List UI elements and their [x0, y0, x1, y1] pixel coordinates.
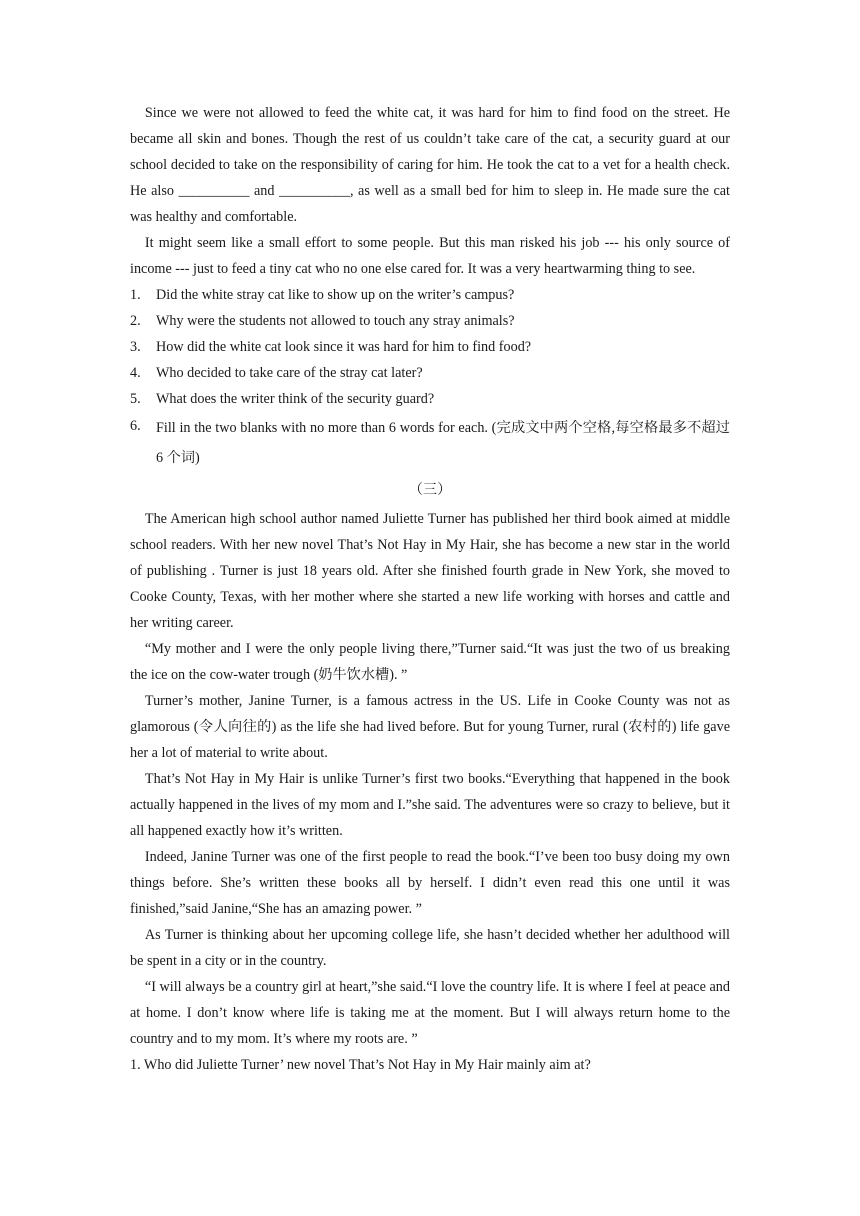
section-title: （三） — [408, 482, 452, 498]
question-text: How did the white cat look since it was hard for him to find food? — [156, 339, 532, 355]
question-number: 2. — [130, 313, 141, 329]
passage-paragraph: “My mother and I were the only people living there,”Turner said.“It was just the two of us breaking the ice on the cow-water trough (奶牛饮水槽). ” — [130, 641, 730, 683]
passage-paragraph: It might seem like a small effort to some people. But this man risked his job --- his only source of income --- just to feed a tiny cat who no one else cared for. It was a very heartwarming thing to see. — [130, 235, 730, 277]
question-text: What does the writer think of the security guard? — [156, 391, 435, 407]
document-page — [130, 100, 730, 1078]
question-number: 3. — [130, 339, 141, 355]
question-item — [130, 282, 730, 308]
question-item — [130, 386, 730, 412]
question-text: Did the white stray cat like to show up on the writer’s campus? — [156, 287, 515, 303]
question-item — [130, 413, 730, 473]
question-text: Fill in the two blanks with no more than 6 words for each. (完成文中两个空格,每空格最多不超过 6 个词) — [156, 420, 730, 466]
question-number: 4. — [130, 365, 141, 381]
question-number: 6. — [130, 418, 141, 434]
passage-paragraph: Turner’s mother, Janine Turner, is a famous actress in the US. Life in Cooke County was not as glamorous (令人向往的) as the life she had lived before. But for young Turner, rural (农村的) life gave her a lot of material to write about. — [130, 693, 730, 761]
passage-paragraph: As Turner is thinking about her upcoming college life, she hasn’t decided whether her adulthood will be spent in a city or in the country. — [130, 927, 730, 969]
comprehension-question: 1. Who did Juliette Turner’ new novel That’s Not Hay in My Hair mainly aim at? — [130, 1057, 591, 1073]
passage-paragraph: That’s Not Hay in My Hair is unlike Turner’s first two books.“Everything that happened in the book actually happened in the lives of my mom and I.”she said. The adventures were so crazy to believe, but it all happened exactly how it’s written. — [130, 771, 730, 839]
question-text: Why were the students not allowed to touch any stray animals? — [156, 313, 515, 329]
question-item — [130, 360, 730, 386]
passage-paragraph: Indeed, Janine Turner was one of the first people to read the book.“I’ve been too busy doing my own things before. She’s written these books all by herself. I didn’t even read this one until it was finished,”said Janine,“She has an amazing power. ” — [130, 849, 730, 917]
question-item — [130, 334, 730, 360]
question-text: Who decided to take care of the stray cat later? — [156, 365, 423, 381]
passage-paragraph: The American high school author named Juliette Turner has published her third book aimed at middle school readers. With her new novel That’s Not Hay in My Hair, she has become a new star in the world of publishing . Turner is just 18 years old. After she finished fourth grade in New York, she moved to Cooke County, Texas, with her mother where she started a new life working with horses and cattle and her writing career. — [130, 511, 730, 631]
passage-paragraph: Since we were not allowed to feed the white cat, it was hard for him to find food on the street. He became all skin and bones. Though the rest of us couldn’t take care of the cat, a security guard at our school decided to take on the responsibility of caring for him. He took the cat to a vet for a health check. He also __________ and __________, as well as a small bed for him to sleep in. He made sure the cat was healthy and comfortable. — [130, 105, 730, 225]
question-item — [130, 308, 730, 334]
question-number: 5. — [130, 391, 141, 407]
passage-paragraph: “I will always be a country girl at heart,”she said.“I love the country life. It is where I feel at peace and at home. I don’t know where life is taking me at the moment. But I will always return home to the country and to my mom. It’s where my roots are. ” — [130, 979, 730, 1047]
question-number: 1. — [130, 287, 141, 303]
